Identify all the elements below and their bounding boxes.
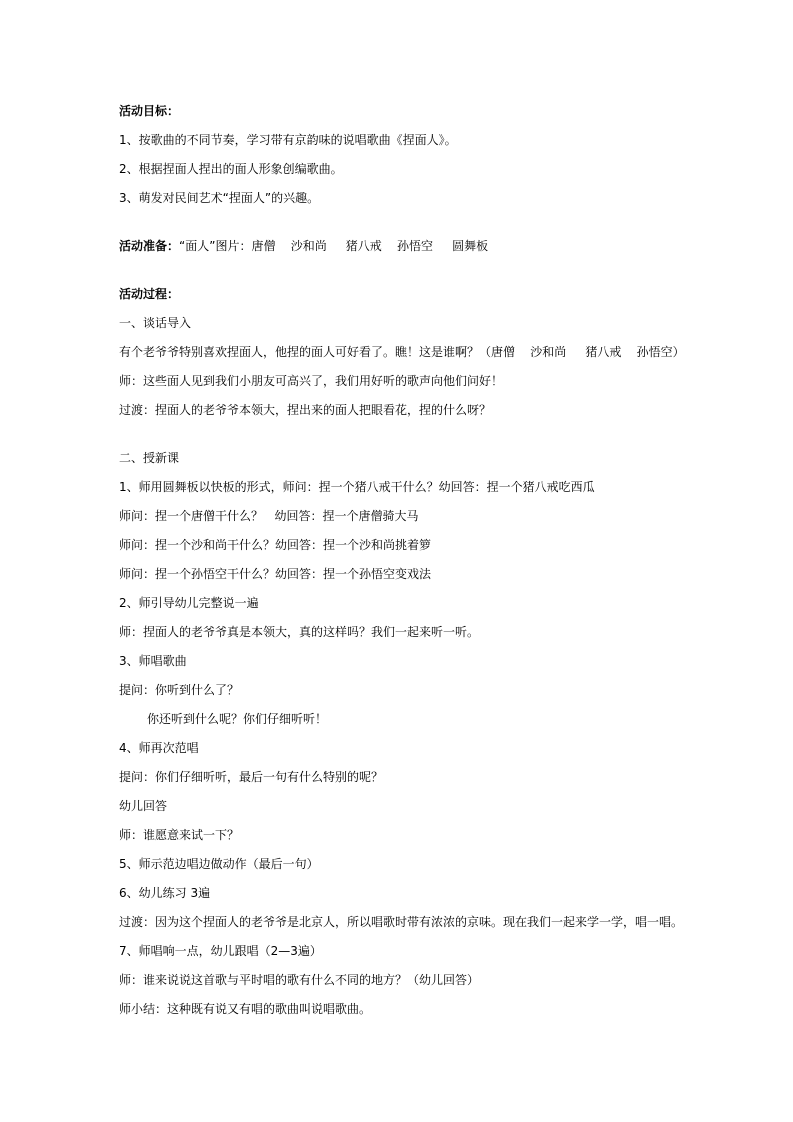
section-2-line-19: 师小结：这种既有说又有唱的歌曲叫说唱歌曲。 xyxy=(119,1002,372,1016)
section-2-line-14: 5、师示范边唱边做动作（最后一句） xyxy=(119,857,319,871)
section-2-line-10: 4、师再次范唱 xyxy=(119,741,199,755)
section-1-title: 一、谈话导入 xyxy=(119,316,192,330)
section-2-line-9: 你还听到什么呢？你们仔细听听！ xyxy=(147,712,328,726)
section-2-line-15: 6、幼儿练习 3遍 xyxy=(119,886,211,900)
preparation-text: “面人”图片：唐僧 沙和尚 猪八戒 孙悟空 圆舞板 xyxy=(179,239,489,253)
section-2-line-13: 师：谁愿意来试一下？ xyxy=(119,828,240,842)
preparation-heading: 活动准备： xyxy=(119,239,180,253)
section-2-line-12: 幼儿回答 xyxy=(119,799,168,813)
goal-item-1: 1、按歌曲的不同节奏，学习带有京韵味的说唱歌曲《捏面人》。 xyxy=(119,133,457,147)
section-1-line-3: 过渡：捏面人的老爷爷本领大，捏出来的面人把眼看花，捏的什么呀？ xyxy=(119,403,492,417)
section-2-line-4: 师问：捏一个孙悟空干什么？幼回答：捏一个孙悟空变戏法 xyxy=(119,567,432,581)
preparation-line xyxy=(119,238,488,254)
section-1-line-2: 师：这些面人见到我们小朋友可高兴了，我们用好听的歌声向他们问好！ xyxy=(119,374,504,388)
section-2-line-18: 师：谁来说说这首歌与平时唱的歌有什么不同的地方？（幼儿回答） xyxy=(119,973,480,987)
section-2-title: 二、授新课 xyxy=(119,451,180,465)
section-2-line-16: 过渡：因为这个捏面人的老爷爷是北京人，所以唱歌时带有浓浓的京味。现在我们一起来学一学，唱一唱。 xyxy=(119,915,684,929)
section-2-line-6: 师：捏面人的老爷爷真是本领大，真的这样吗？我们一起来听一听。 xyxy=(119,625,480,639)
section-2-line-7: 3、师唱歌曲 xyxy=(119,654,187,668)
section-2-line-5: 2、师引导幼儿完整说一遍 xyxy=(119,596,259,610)
goals-heading: 活动目标： xyxy=(119,104,180,118)
section-2-line-3: 师问：捏一个沙和尚干什么？幼回答：捏一个沙和尚挑着箩 xyxy=(119,538,432,552)
section-2-line-17: 7、师唱响一点，幼儿跟唱（2—3遍） xyxy=(119,944,322,958)
section-2-line-11: 提问：你们仔细听听，最后一句有什么特别的呢？ xyxy=(119,770,384,784)
section-2-line-8: 提问：你听到什么了？ xyxy=(119,683,240,697)
goal-item-3: 3、萌发对民间艺术“捏面人”的兴趣。 xyxy=(119,191,320,205)
section-2-line-1: 1、师用圆舞板以快板的形式，师问：捏一个猪八戒干什么？幼回答：捏一个猪八戒吃西瓜 xyxy=(119,480,595,494)
section-2-line-2: 师问：捏一个唐僧干什么？ 幼回答：捏一个唐僧骑大马 xyxy=(119,509,419,523)
section-1-line-1: 有个老爷爷特别喜欢捏面人，他捏的面人可好看了。瞧！这是谁啊？（唐僧 沙和尚 猪八戒 孙悟空） xyxy=(119,345,685,359)
goal-item-2: 2、根据捏面人捏出的面人形象创编歌曲。 xyxy=(119,162,343,176)
process-heading: 活动过程： xyxy=(119,287,180,301)
